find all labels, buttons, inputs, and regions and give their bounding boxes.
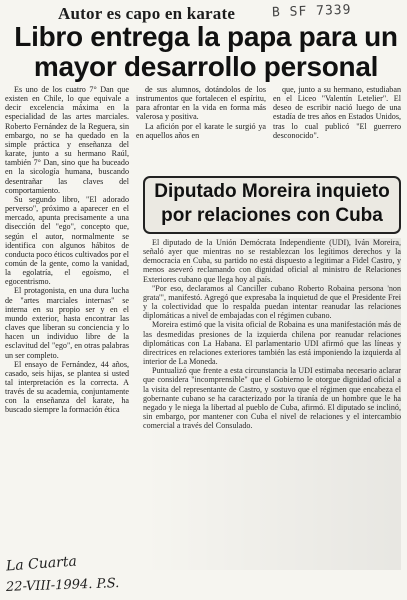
paragraph: El protagonista, en una dura lucha de "artes marciales internas" se interna en su propio ser y en el mundo exterior, hasta encontrar las claves que liberan su conciencia y lo hacen un individuo libre de la esclavitud del "ego", en otras palabras un ser completo.	[5, 286, 129, 360]
paragraph: El diputado de la Unión Demócrata Independiente (UDI), Iván Moreira, señaló ayer que mientras no se restablezcan los legítimos derechos y la democracia en Cuba, su partido no está dispuesto a legitimar a Fidel Castro, y menos aseveró reclamando con dignidad oficial al ministro de Relaciones Exteriores cubano que llega hoy al país.	[143, 238, 401, 284]
article-kicker: Autor es capo en karate	[58, 4, 236, 23]
article-column-3	[273, 85, 401, 173]
sidebar-headline-box	[143, 176, 401, 234]
paragraph: de sus alumnos, dotándolos de los instrumentos que fortalecen el espíritu, para afrontar en la vida en forma más valerosa y positiva.	[136, 85, 266, 122]
paragraph: El ensayo de Fernández, 44 años, casado, seis hijas, se plantea si usted tal interpretación es la correcta. A través de su academia, conjuntamente con la enseñanza del karate, ha buscado siempre la formación ética	[5, 359, 129, 415]
archive-stamp: B SF 7339	[271, 2, 352, 21]
paragraph: que, junto a su hermano, estudiaban en el Liceo "Valentín Letelier". El deseo de escribir nació luego de una estadía de tres años en Estados Unidos, tras lo cual publicó "El guerrero desconocido".	[273, 85, 401, 140]
article-headline: Libro entrega la papa para un mayor desarrollo personal	[14, 21, 398, 82]
paragraph: Puntualizó que frente a esta circunstancia la UDI estimaba necesario aclarar que considera "incomprensible" que el Gobierno le otorgue dignidad oficial a la visita del representante de Castro, y sostuvo que el régimen que encabeza el gobernante cubano se ha caracterizado por la tiranía de un hombre que le ha negado y le niega la libertad al pueblo de Cuba, afirmó. El diputado se inclinó, sin embargo, por mantener con Cuba el nivel de relaciones y el intercambio comercial a través del Consulado.	[143, 366, 401, 431]
paragraph: Su segundo libro, "El adorado perverso", próximo a aparecer en el mercado, apunta precisamente a una disección del "ego", concepto que, según el autor, normalmente se identifica con algunos hábitos de conducta poco éticos cultivados por el común de la gente, como la vanidad, la egolatría, el egoísmo, el egocentrismo.	[5, 194, 129, 287]
paragraph: Es uno de los cuatro 7° Dan que existen en Chile, lo que equivale a decir excelencia máxima en la especialidad de las artes marciales. Roberto Fernández de la Reguera, sin embargo, no se ha quedado en la simple práctica y enseñanza del karate, junto a su hermano Raúl, también 7° Dan, sino que ha buceado en la sicología humana, buscando desentrañar las claves del comportamiento.	[5, 85, 129, 195]
paragraph: La afición por el karate le surgió ya en aquellos años en	[136, 121, 266, 140]
paragraph: "Por eso, declaramos al Canciller cubano Roberto Robaina persona 'non grata'", manifestó. Agregó que expresaba la inquietud de que el Presidente Frei y la colectividad que lo respalda puedan intentar reanudar las relaciones diplomáticas a nivel de embajadas con el régimen cubano.	[143, 283, 401, 321]
article-column-1	[5, 85, 129, 540]
handwritten-source: La Cuarta	[5, 553, 78, 575]
sidebar-article-body	[143, 238, 401, 570]
paragraph: Moreira estimó que la visita oficial de Robaina es una manifestación más de las desmedidas presiones de la izquierda chilena por reanudar relaciones diplomáticas con La Habana. El parlamentario UDI afirmó que las líneas y directrices en relaciones exteriores también las está imponiendo la izquierda al interior de La Moneda.	[143, 320, 401, 367]
handwritten-date: 22-VIII-1994. P.S.	[5, 576, 120, 595]
sidebar-headline: Diputado Moreira inquieto por relaciones con Cuba	[154, 181, 390, 226]
article-column-2	[136, 85, 266, 173]
